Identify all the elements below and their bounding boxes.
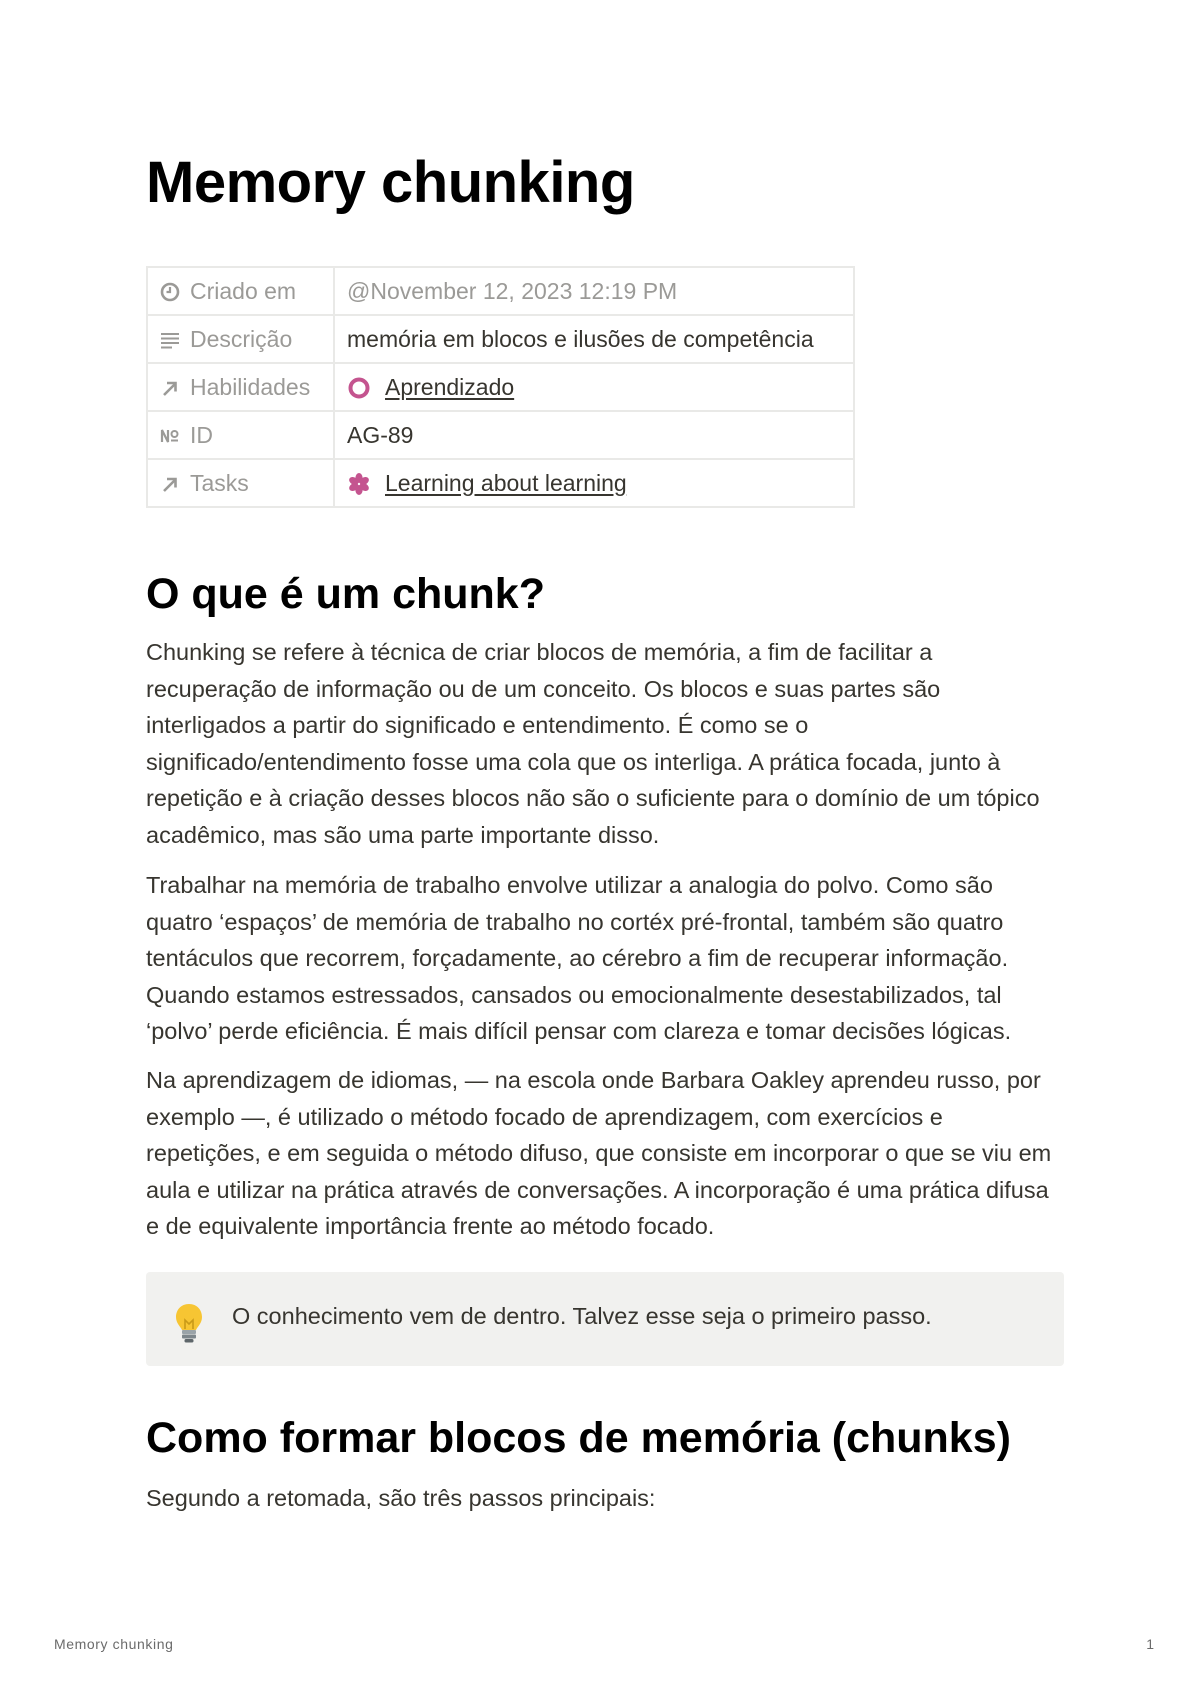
relation-arrow-icon: [160, 378, 182, 398]
lightbulb-icon: [174, 1302, 204, 1344]
property-value-cell[interactable]: [334, 411, 854, 459]
ring-icon: [347, 376, 373, 400]
property-key-label: Descrição: [190, 325, 293, 352]
property-value-cell: [334, 363, 854, 411]
property-row-description: [147, 315, 854, 363]
property-row-created: [147, 267, 854, 315]
relation-arrow-icon: [160, 474, 182, 494]
text-lines-icon: [160, 330, 182, 350]
property-key-cell: [147, 315, 334, 363]
number-sign-icon: [160, 426, 182, 446]
property-value-cell: [334, 459, 854, 507]
created-date-value: @November 12, 2023 12:19 PM: [347, 277, 678, 304]
property-key-cell: [147, 459, 334, 507]
property-key-cell: [147, 267, 334, 315]
description-value: memória em blocos e ilusões de competência: [347, 325, 814, 352]
paragraph-three-steps: Segundo a retomada, são três passos principais:: [146, 1485, 656, 1511]
section-heading-chunk: O que é um chunk?: [146, 570, 545, 618]
paragraph-language-learning: Na aprendizagem de idiomas, — na escola onde Barbara Oakley aprendeu russo, por exemplo —, é utilizado o método focado de aprendizagem, com exercícios e repetições, e em seguida o método difuso, que consiste em incorporar o que se viu em aula e utilizar na prática através de conversações. A incorporação é uma prática difusa e de equivalente importância frente ao método focado.: [146, 1067, 1052, 1239]
property-key-label: Habilidades: [190, 373, 311, 400]
property-value-cell[interactable]: [334, 267, 854, 315]
footer-page-number: 1: [1146, 1636, 1154, 1652]
section-heading-blocks: Como formar blocos de memória (chunks): [146, 1414, 1011, 1462]
property-key-cell: [147, 363, 334, 411]
footer-document-title: Memory chunking: [54, 1636, 174, 1652]
property-key-cell: [147, 411, 334, 459]
property-row-skills: [147, 363, 854, 411]
id-value: AG-89: [347, 421, 414, 448]
asterisk-icon: [347, 472, 373, 496]
property-key-label: Criado em: [190, 277, 297, 304]
property-key-label: ID: [190, 421, 213, 448]
property-row-id: [147, 411, 854, 459]
skills-link[interactable]: Aprendizado: [385, 373, 515, 400]
page-title: Memory chunking: [146, 150, 635, 215]
tasks-link[interactable]: Learning about learning: [385, 469, 627, 496]
clock-icon: [160, 282, 182, 302]
paragraph-chunking-definition: Chunking se refere à técnica de criar blocos de memória, a fim de facilitar a recuperação de informação ou de um conceito. Os blocos e suas partes são interligados a partir do significado e entendimento. É como se o significado/entendimento fosse uma cola que os interliga. A prática focada, junto à repetição e à criação desses blocos não são o suficiente para o domínio de um tópico acadêmico, mas são uma parte importante disso.: [146, 639, 1040, 848]
callout-text: O conhecimento vem de dentro. Talvez esse seja o primeiro passo.: [232, 1303, 932, 1329]
property-row-tasks: [147, 459, 854, 507]
property-value-cell[interactable]: [334, 315, 854, 363]
property-key-label: Tasks: [190, 469, 249, 496]
callout-block: [146, 1272, 1064, 1366]
paragraph-working-memory: Trabalhar na memória de trabalho envolve utilizar a analogia do polvo. Como são quatro ‘espaços’ de memória de trabalho no cortéx pré-frontal, também são quatro tentáculos que recorrem, forçadamente, ao cérebro a fim de recuperar informação. Quando estamos estressados, cansados ou emocionalmente desestabilizados, tal ‘polvo’ perde eficiência. É mais difícil pensar com clareza e tomar decisões lógicas.: [146, 872, 1012, 1044]
properties-table: [146, 266, 855, 508]
